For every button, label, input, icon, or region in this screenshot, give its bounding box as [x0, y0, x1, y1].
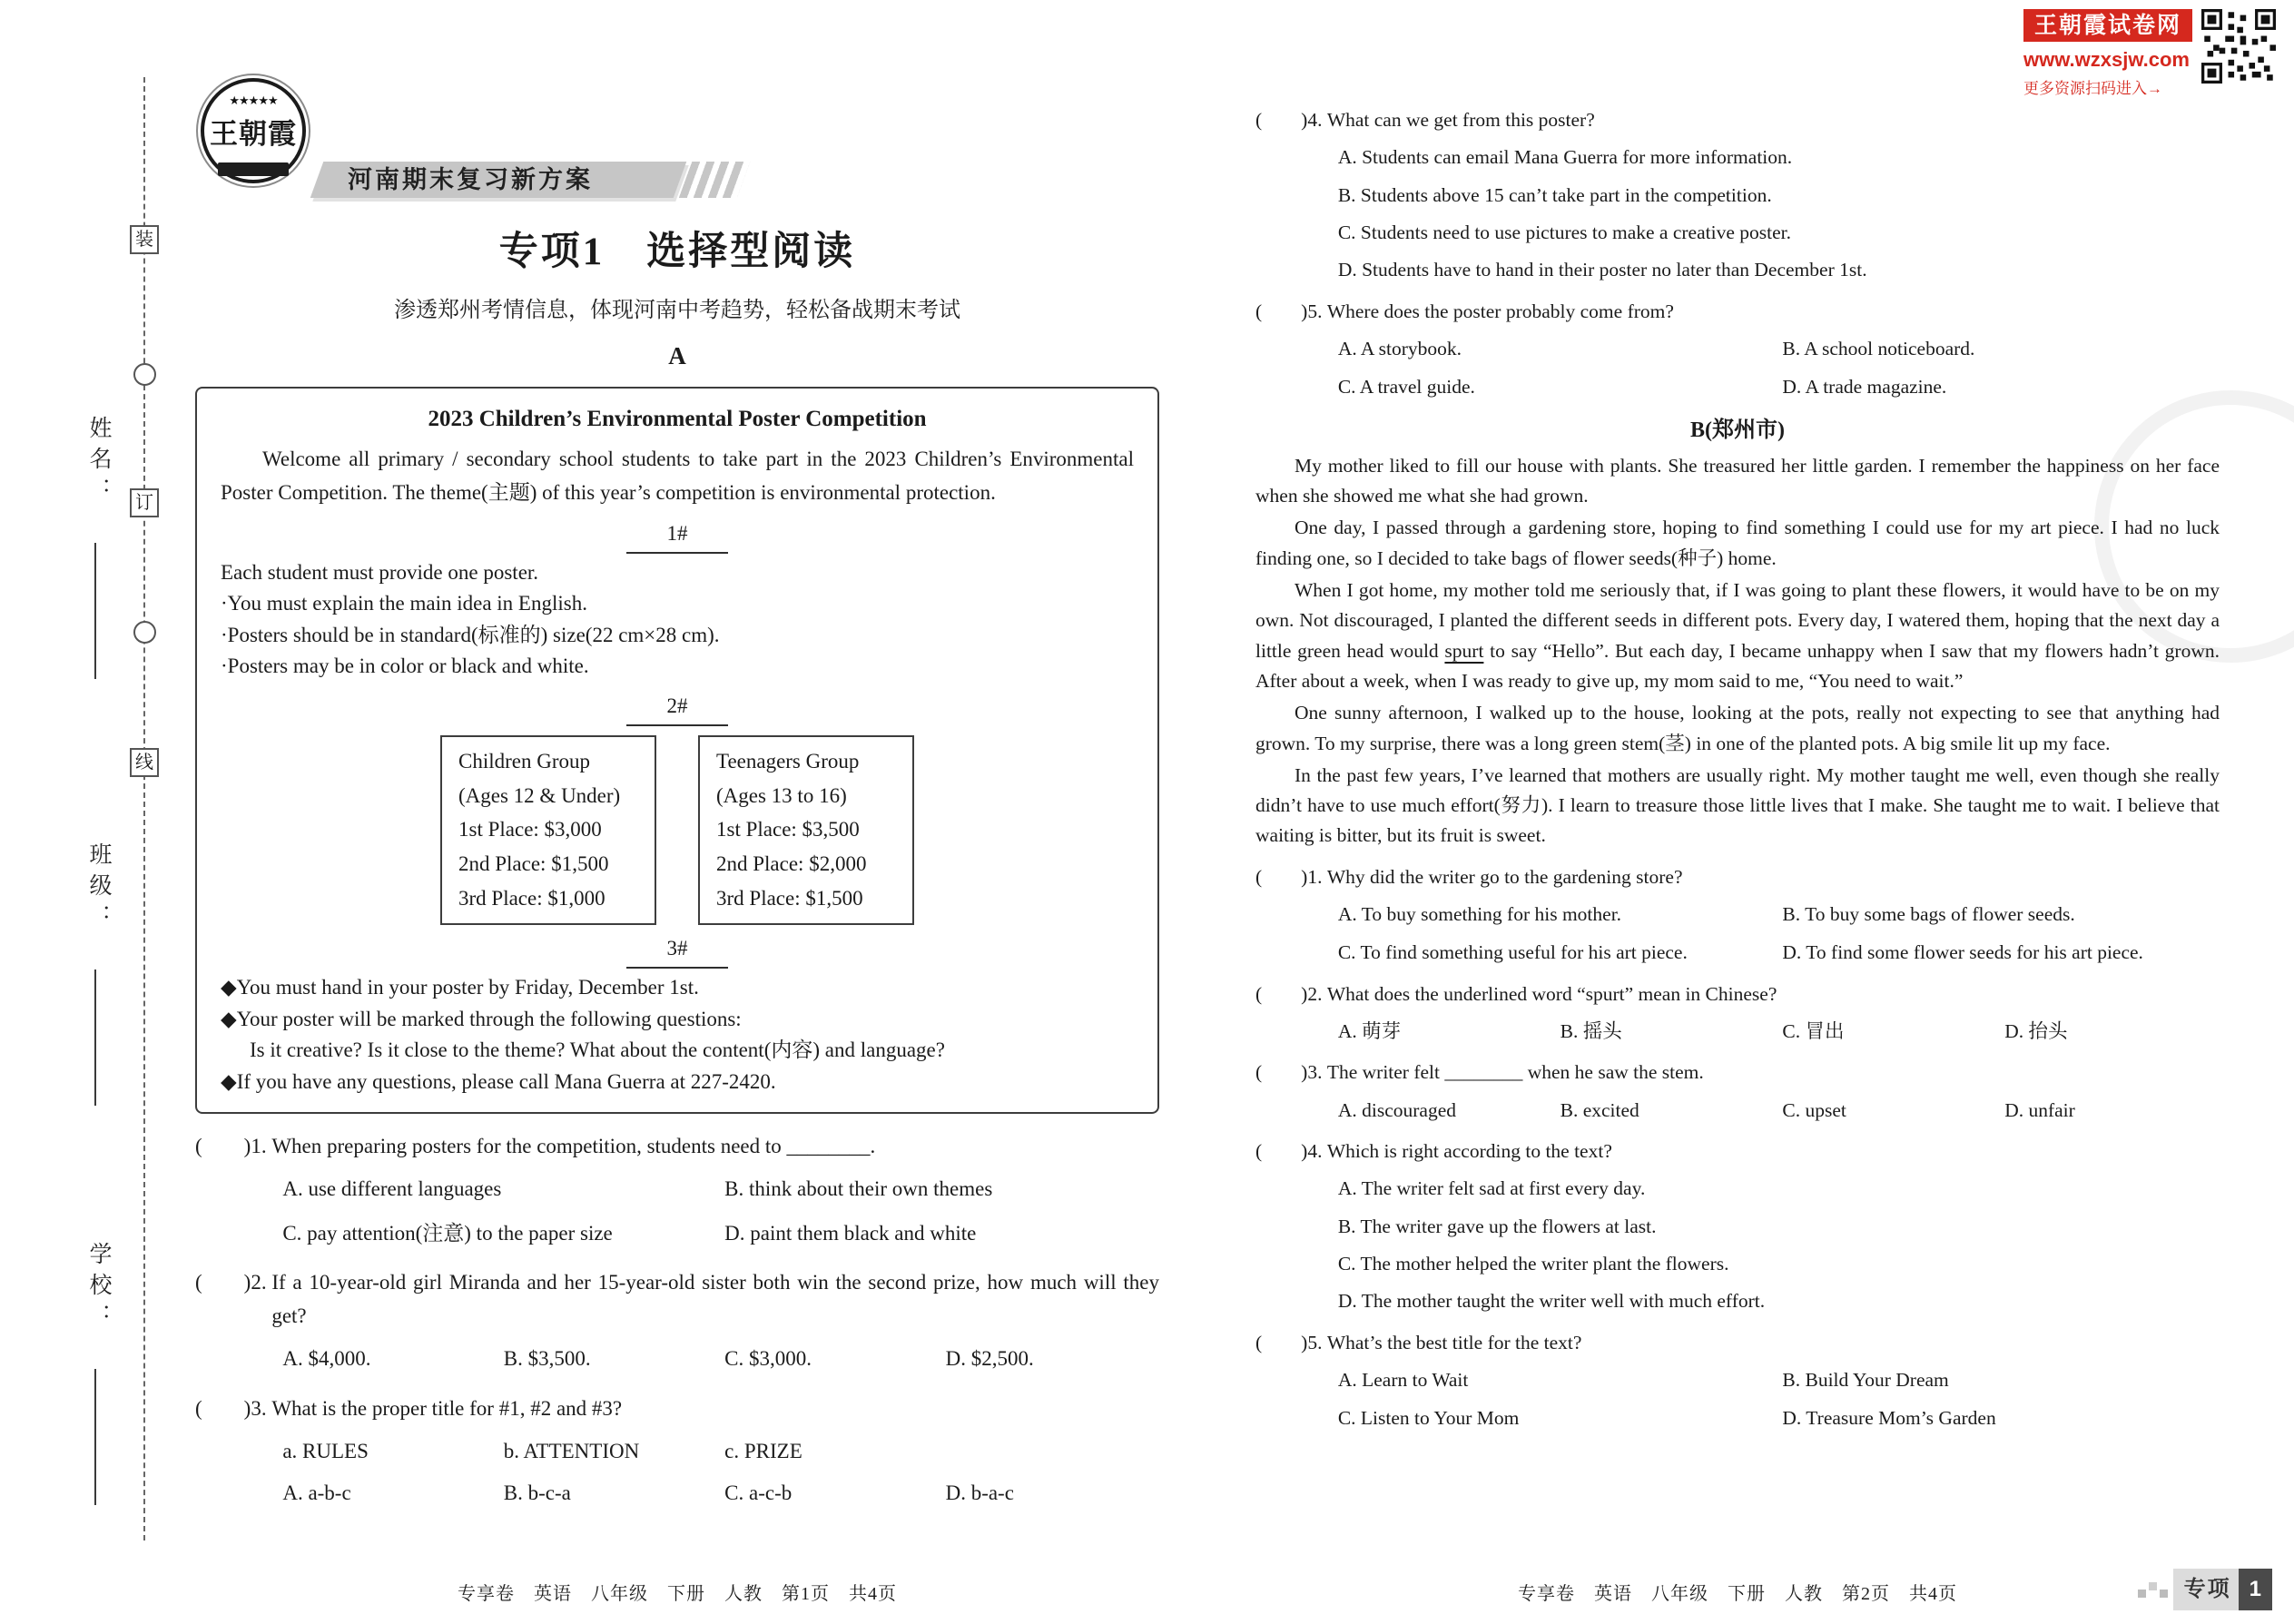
answer-bracket: ( )5.	[1255, 1331, 1327, 1353]
qr-code-icon	[2201, 9, 2276, 84]
prize-line: 2nd Place: $1,500	[458, 852, 609, 876]
marker-3-label: 3#	[626, 932, 728, 969]
question-b3	[1255, 1058, 2220, 1126]
answer-bracket: ( )2.	[195, 1271, 272, 1294]
question-a2	[195, 1266, 1159, 1375]
poster-intro: Welcome all primary / secondary school students to take part in the 2023 Children’s Environmental Poster Competition. The theme(主题) of this year’s competition is environmental protection.	[221, 448, 1134, 505]
option: D. Students have to hand in their poster no later than December 1st.	[1337, 259, 1867, 281]
question-a5	[1255, 297, 2220, 403]
class-write-line	[94, 969, 96, 1106]
prize-line: 2nd Place: $2,000	[716, 852, 867, 876]
option: D. 抬头	[2004, 1020, 2068, 1042]
passage-paragraph	[1255, 576, 2220, 696]
question-body	[1327, 862, 2220, 969]
question-stem: When preparing posters for the competition, students need to ________.	[271, 1135, 876, 1158]
poster-title: 2023 Children’s Environmental Poster Competition	[428, 407, 927, 432]
option: D. To find some flower seeds for his art piece.	[1782, 941, 2143, 964]
marker-1-label: 1#	[626, 517, 728, 554]
question-stem: What can we get from this poster?	[1326, 109, 1595, 131]
option: C. 冒出	[1782, 1020, 1845, 1042]
site-url: www.wzxsjw.com	[2023, 48, 2190, 71]
option: B. 摇头	[1560, 1020, 1622, 1042]
teenagers-group-box	[698, 735, 914, 926]
children-group-box	[440, 735, 656, 926]
answer-bracket: ( )3.	[195, 1396, 272, 1420]
question-body	[271, 1393, 1159, 1511]
prize-line: 3rd Place: $1,500	[716, 887, 863, 910]
passage-paragraph: One day, I passed through a gardening store, hoping to find something I could use for my art piece. I had no luck finding one, so I decided to take bags of flower seeds(种子) home.	[1255, 517, 2220, 569]
passage-text: to say “Hello”. But each day, I became unhappy when I saw that my flowers hadn’t grown. After about a week, when I was ready to give up, my mom said to me, “You need to wait.”	[1255, 639, 2220, 692]
question-body	[1327, 979, 2220, 1048]
question-body	[271, 1266, 1159, 1375]
options	[1338, 143, 2220, 285]
sub-item: a. RULES	[282, 1439, 369, 1462]
prize-groups	[221, 735, 1134, 926]
answer-bracket: ( )3.	[1255, 1061, 1327, 1084]
class-label: 班级：	[86, 842, 111, 935]
options	[282, 1343, 1159, 1376]
question-a1	[195, 1130, 1159, 1250]
option: C. To find something useful for his art piece.	[1337, 941, 1688, 964]
option: C. Listen to Your Mom	[1337, 1407, 1520, 1430]
site-name: 王朝霞试卷网	[2023, 9, 2192, 42]
sub-items	[282, 1435, 1159, 1469]
option: D. b-a-c	[945, 1481, 1014, 1505]
option: A. $4,000.	[282, 1347, 371, 1371]
options	[1338, 1174, 2220, 1316]
rule-item: ·Posters should be in standard(标准的) size(22 cm×28 cm).	[221, 623, 720, 646]
badge-ribbon	[218, 162, 289, 176]
stars-icon: ★★★★★	[229, 94, 278, 108]
option: A. Learn to Wait	[1337, 1368, 1469, 1391]
footer-page-1: 专享卷 英语 八年级 下册 人教 第1页 共4页	[458, 1584, 897, 1604]
binding-dashed-line	[143, 77, 145, 1540]
option: C. pay attention(注意) to the paper size	[282, 1221, 613, 1245]
question-body	[1327, 1137, 2220, 1317]
seal-char-ding: 订	[130, 488, 159, 517]
section-b-heading: B(郑州市)	[1690, 418, 1785, 442]
option: A. Students can email Mana Guerra for more information.	[1337, 146, 1793, 169]
option: D. $2,500.	[945, 1347, 1034, 1371]
school-write-line	[94, 1369, 96, 1505]
question-body	[1327, 105, 2220, 286]
option: C. upset	[1782, 1098, 1846, 1121]
series-title: 河南期末复习新方案	[348, 166, 593, 193]
scan-hint: 更多资源扫码进入→	[2023, 80, 2162, 98]
question-stem: What’s the best title for the text?	[1326, 1331, 1582, 1353]
answer-bracket: ( )4.	[1255, 1139, 1327, 1162]
passage-paragraph: One sunny afternoon, I walked up to the house, looking at the pots, really not expecting to see that anything had grown. To my surprise, there was a long green stem(茎) in one of the planted pots. A big smile lit up my face.	[1255, 702, 2220, 754]
seal-ring	[133, 363, 156, 386]
left-column	[195, 71, 1159, 1511]
brand-badge	[201, 78, 306, 183]
note-item: ◆If you have any questions, please call Mana Guerra at 227-2420.	[221, 1069, 776, 1093]
passage-paragraph: My mother liked to fill our house with plants. She treasured her little garden. I remember the happiness on her face when she showed me what she had grown.	[1255, 454, 2220, 507]
options	[1338, 1017, 2220, 1047]
seal-ring	[133, 621, 156, 644]
option: A. use different languages	[282, 1176, 502, 1200]
option: B. b-c-a	[503, 1481, 571, 1505]
note-item: Is it creative? Is it close to the theme? What about the content(内容) and language?	[250, 1038, 945, 1062]
option: B. Students above 15 can’t take part in the competition.	[1337, 183, 1772, 206]
answer-bracket: ( )4.	[1255, 109, 1327, 131]
passage-text: When I got home, my mother told me seriously that, if I was going to plant these flowers, it would have to be on my own. Not discouraged, I planted the different seeds in different pots. Every day, I watered them, hoping that the next day a little green head would	[1255, 578, 2220, 662]
page-subtitle: 渗透郑州考情信息，体现河南中考趋势，轻松备战期末考试	[394, 298, 960, 322]
option: C. The mother helped the writer plant the flowers.	[1337, 1252, 1729, 1275]
question-body	[1327, 1058, 2220, 1126]
question-stem: What does the underlined word “spurt” mean in Chinese?	[1326, 982, 1777, 1005]
question-b5	[1255, 1328, 2220, 1434]
rule-head: Each student must provide one poster.	[221, 560, 539, 584]
options	[282, 1477, 1159, 1511]
question-stem: If a 10-year-old girl Miranda and her 15-year-old sister both win the second prize, how much will they get?	[271, 1271, 1159, 1328]
right-column	[1255, 105, 2220, 1433]
option: B. The writer gave up the flowers at last.	[1337, 1215, 1657, 1237]
series-banner	[317, 162, 743, 198]
option: A. a-b-c	[282, 1481, 351, 1505]
option: A. 萌芽	[1337, 1020, 1402, 1042]
question-stem: The writer felt ________ when he saw the stem.	[1326, 1061, 1704, 1084]
group-name: Children Group	[458, 749, 591, 773]
option: C. A travel guide.	[1337, 376, 1475, 399]
section-a-heading: A	[668, 342, 686, 370]
seal-char-xian: 线	[130, 748, 159, 777]
tab-number: 1	[2239, 1569, 2272, 1610]
question-b2	[1255, 979, 2220, 1048]
name-label: 姓名：	[86, 416, 111, 508]
option: D. A trade magazine.	[1782, 376, 1947, 399]
question-a4	[1255, 105, 2220, 286]
page-tab	[2138, 1569, 2272, 1610]
school-label: 学校：	[86, 1242, 111, 1334]
paper-brand-row	[195, 71, 1159, 207]
question-body	[271, 1130, 1159, 1250]
answer-bracket: ( )2.	[1255, 982, 1327, 1005]
option: B. To buy some bags of flower seeds.	[1782, 903, 2075, 926]
group-ages: (Ages 13 to 16)	[716, 783, 847, 807]
tab-label: 专项	[2173, 1569, 2239, 1610]
passage-paragraph: In the past few years, I’ve learned that mothers are usually right. My mother taught me well, even though she really didn’t have to use much effort(努力). I learn to treasure those little lives that I make. She taught me to wait. I believe that waiting is bitter, but its fruit is sweet.	[1255, 763, 2220, 847]
answer-bracket: ( )5.	[1255, 300, 1327, 322]
option: A. discouraged	[1337, 1098, 1456, 1121]
group-name: Teenagers Group	[716, 749, 860, 773]
prize-line: 1st Place: $3,500	[716, 818, 860, 842]
brand-header	[2023, 9, 2276, 101]
note-item: ◆You must hand in your poster by Friday, December 1st.	[221, 976, 699, 999]
poster-reading-box	[195, 387, 1159, 1114]
question-stem: Why did the writer go to the gardening store?	[1326, 865, 1683, 888]
option: A. The writer felt sad at first every day.	[1337, 1177, 1646, 1200]
marker-2	[221, 690, 1134, 726]
options	[1338, 1096, 2220, 1126]
options	[282, 1173, 1159, 1251]
question-body	[1327, 297, 2220, 403]
option: A. A storybook.	[1337, 337, 1462, 359]
pixel-decoration	[2138, 1582, 2168, 1598]
option: B. $3,500.	[503, 1347, 591, 1371]
question-stem: What is the proper title for #1, #2 and #3?	[271, 1396, 623, 1420]
name-write-line	[94, 543, 96, 679]
note-item: ◆Your poster will be marked through the following questions:	[221, 1007, 742, 1030]
marker-1	[221, 517, 1134, 554]
option: A. To buy something for his mother.	[1337, 903, 1622, 926]
prize-line: 3rd Place: $1,000	[458, 887, 605, 910]
option: B. excited	[1560, 1098, 1639, 1121]
marker-2-label: 2#	[626, 690, 728, 726]
options	[1338, 1365, 2220, 1434]
sub-item: b. ATTENTION	[503, 1439, 640, 1462]
answer-bracket: ( )1.	[1255, 865, 1327, 888]
underlined-word: spurt	[1444, 639, 1484, 662]
sub-item: c. PRIZE	[724, 1439, 802, 1462]
option: D. paint them black and white	[724, 1221, 977, 1245]
option: C. Students need to use pictures to make a creative poster.	[1337, 221, 1791, 243]
question-stem: Where does the poster probably come from?	[1326, 300, 1674, 322]
option: C. a-c-b	[724, 1481, 793, 1505]
question-a3	[195, 1393, 1159, 1511]
options	[1338, 900, 2220, 969]
question-stem: Which is right according to the text?	[1326, 1139, 1612, 1162]
passage-b	[1255, 451, 2220, 851]
question-body	[1327, 1328, 2220, 1434]
group-ages: (Ages 12 & Under)	[458, 783, 621, 807]
option: D. unfair	[2004, 1098, 2075, 1121]
option: B. think about their own themes	[724, 1176, 993, 1200]
prize-line: 1st Place: $3,000	[458, 818, 602, 842]
options	[1338, 334, 2220, 403]
option: B. Build Your Dream	[1782, 1368, 1949, 1391]
option: B. A school noticeboard.	[1782, 337, 1975, 359]
page-title: 专项1 选择型阅读	[498, 231, 856, 273]
marker-3	[221, 932, 1134, 969]
rule-item: ·Posters may be in color or black and white.	[221, 655, 589, 678]
seal-char-zhuang: 装	[130, 225, 159, 254]
question-b4	[1255, 1137, 2220, 1317]
option: D. The mother taught the writer well with much effort.	[1337, 1290, 1766, 1313]
brand-name: 王朝霞	[210, 117, 297, 150]
rule-item: ·You must explain the main idea in English.	[221, 592, 587, 615]
question-b1	[1255, 862, 2220, 969]
answer-bracket: ( )1.	[195, 1135, 272, 1158]
footer-page-2: 专享卷 英语 八年级 下册 人教 第2页 共4页	[1518, 1584, 1957, 1604]
option: C. $3,000.	[724, 1347, 812, 1371]
brand-text-block	[2023, 9, 2192, 101]
option: D. Treasure Mom’s Garden	[1782, 1407, 1996, 1430]
